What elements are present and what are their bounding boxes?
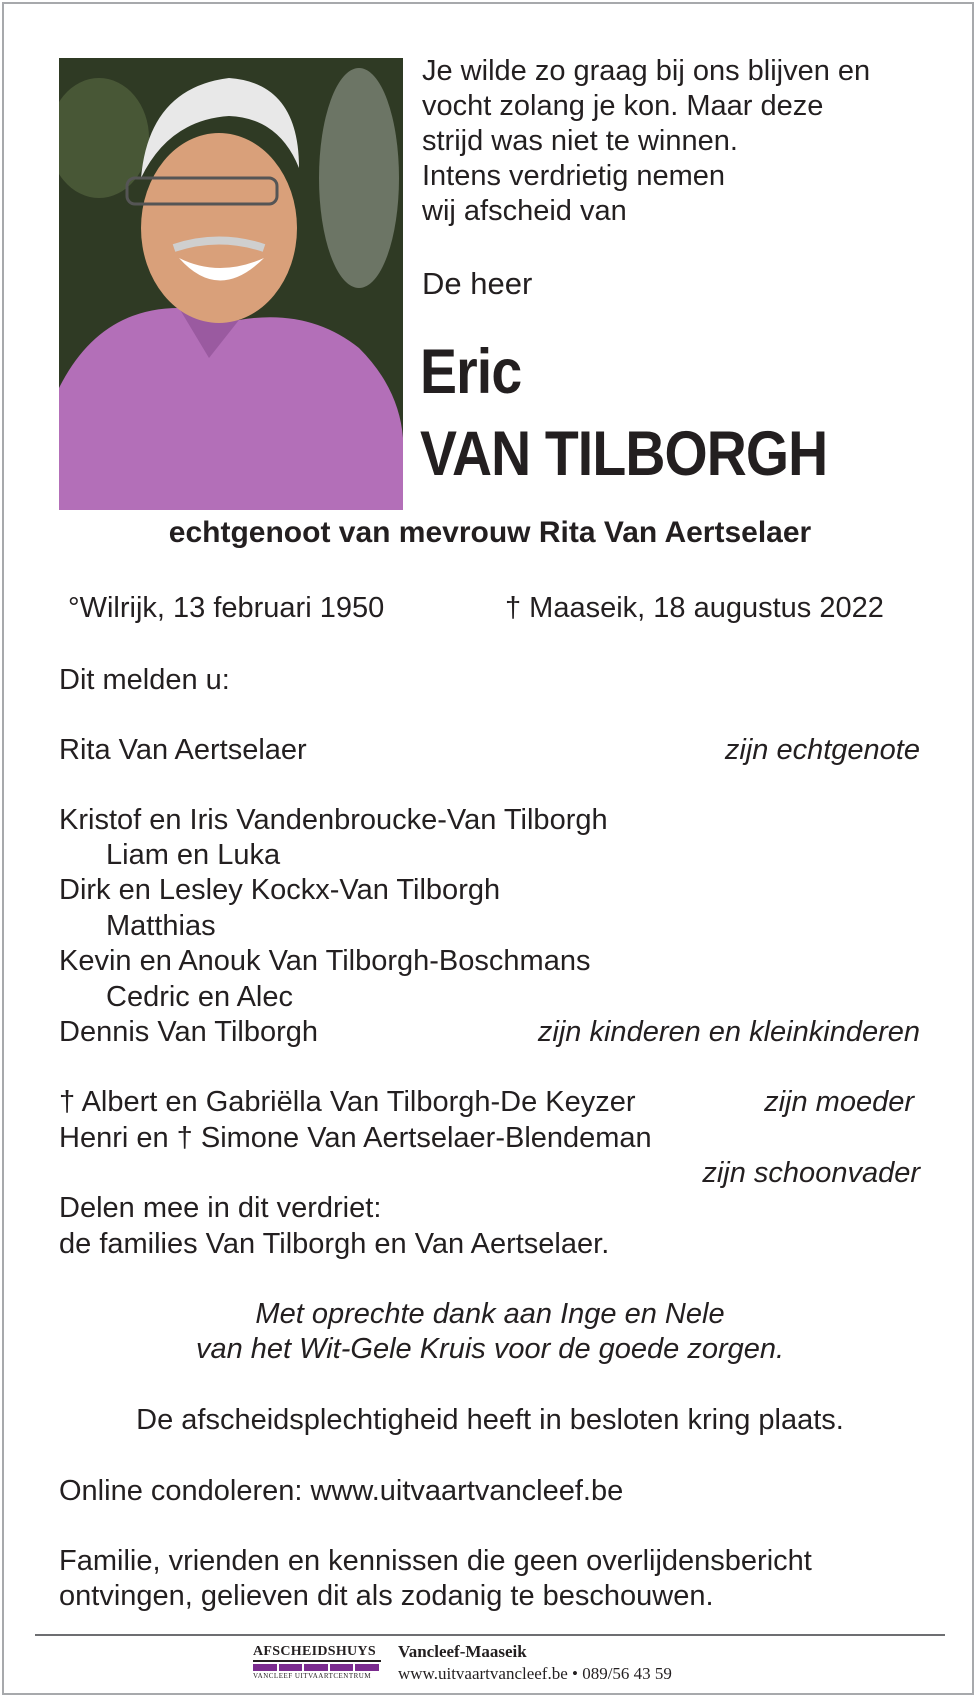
share-families: de families Van Tilborgh en Van Aertselaer. bbox=[59, 1228, 610, 1260]
child-line: Kevin en Anouk Van Tilborgh-Boschmans bbox=[59, 945, 591, 977]
birth-date: °Wilrijk, 13 februari 1950 bbox=[68, 592, 385, 624]
death-date: † Maaseik, 18 augustus 2022 bbox=[505, 592, 884, 624]
intro-line: Intens verdrietig nemen bbox=[422, 160, 726, 192]
firm-name: Vancleef-Maaseik bbox=[398, 1642, 527, 1661]
intro-line: Je wilde zo graag bij ons blijven en bbox=[422, 55, 871, 87]
grandchild-line: Matthias bbox=[106, 910, 216, 942]
grandchild-line: Cedric en Alec bbox=[106, 981, 293, 1013]
thanks-line: Met oprechte dank aan Inge en Nele bbox=[255, 1298, 725, 1330]
logo-bar bbox=[253, 1664, 381, 1671]
honorific: De heer bbox=[422, 266, 533, 301]
in-laws-line: Henri en † Simone Van Aertselaer-Blendeman bbox=[59, 1122, 652, 1154]
spouse-name: Rita Van Aertselaer bbox=[59, 734, 307, 766]
thanks-line: van het Wit-Gele Kruis voor de goede zorgen. bbox=[195, 1333, 785, 1365]
intro-line: vocht zolang je kon. Maar deze bbox=[422, 90, 824, 122]
online-condolences: Online condoleren: www.uitvaartvancleef.be bbox=[59, 1475, 624, 1507]
in-laws-relation: zijn schoonvader bbox=[702, 1157, 920, 1189]
portrait-photo bbox=[59, 58, 403, 510]
logo-name: AFSCHEIDSHUYS bbox=[253, 1644, 381, 1662]
intro-line: wij afscheid van bbox=[422, 195, 627, 227]
intro-line: strijd was niet te winnen. bbox=[422, 125, 738, 157]
logo-subtitle: VANCLEEF UITVAARTCENTRUM bbox=[253, 1672, 372, 1680]
spouse-relation: zijn echtgenote bbox=[724, 734, 920, 766]
child-line: Dennis Van Tilborgh bbox=[59, 1016, 319, 1048]
grandchild-line: Liam en Luka bbox=[106, 839, 281, 871]
child-line: Dirk en Lesley Kockx-Van Tilborgh bbox=[59, 874, 501, 906]
announcement-heading: Dit melden u: bbox=[59, 664, 230, 696]
funeral-home-logo bbox=[253, 1644, 381, 1682]
intro-text bbox=[422, 54, 942, 229]
parents-line: † Albert en Gabriëlla Van Tilborgh-De Keyzer bbox=[59, 1086, 636, 1118]
share-line: Delen mee in dit verdriet: bbox=[59, 1192, 382, 1224]
first-name: Eric bbox=[420, 337, 522, 407]
ceremony-text: De afscheidsplechtigheid heeft in besloten kring plaats. bbox=[136, 1404, 844, 1436]
footer-divider bbox=[35, 1634, 945, 1636]
parents-relation: zijn moeder bbox=[764, 1086, 914, 1118]
firm-contact: www.uitvaartvancleef.be • 089/56 43 59 bbox=[398, 1664, 672, 1683]
child-line: Kristof en Iris Vandenbroucke-Van Tilborgh bbox=[59, 804, 608, 836]
notice-line: Familie, vrienden en kennissen die geen overlijdensbericht bbox=[59, 1545, 812, 1577]
last-name: VAN TILBORGH bbox=[420, 419, 828, 489]
children-relation: zijn kinderen en kleinkinderen bbox=[537, 1016, 920, 1048]
notice-line: ontvingen, gelieven dit als zodanig te beschouwen. bbox=[59, 1580, 714, 1612]
spouse-line: echtgenoot van mevrouw Rita Van Aertselaer bbox=[168, 516, 812, 549]
